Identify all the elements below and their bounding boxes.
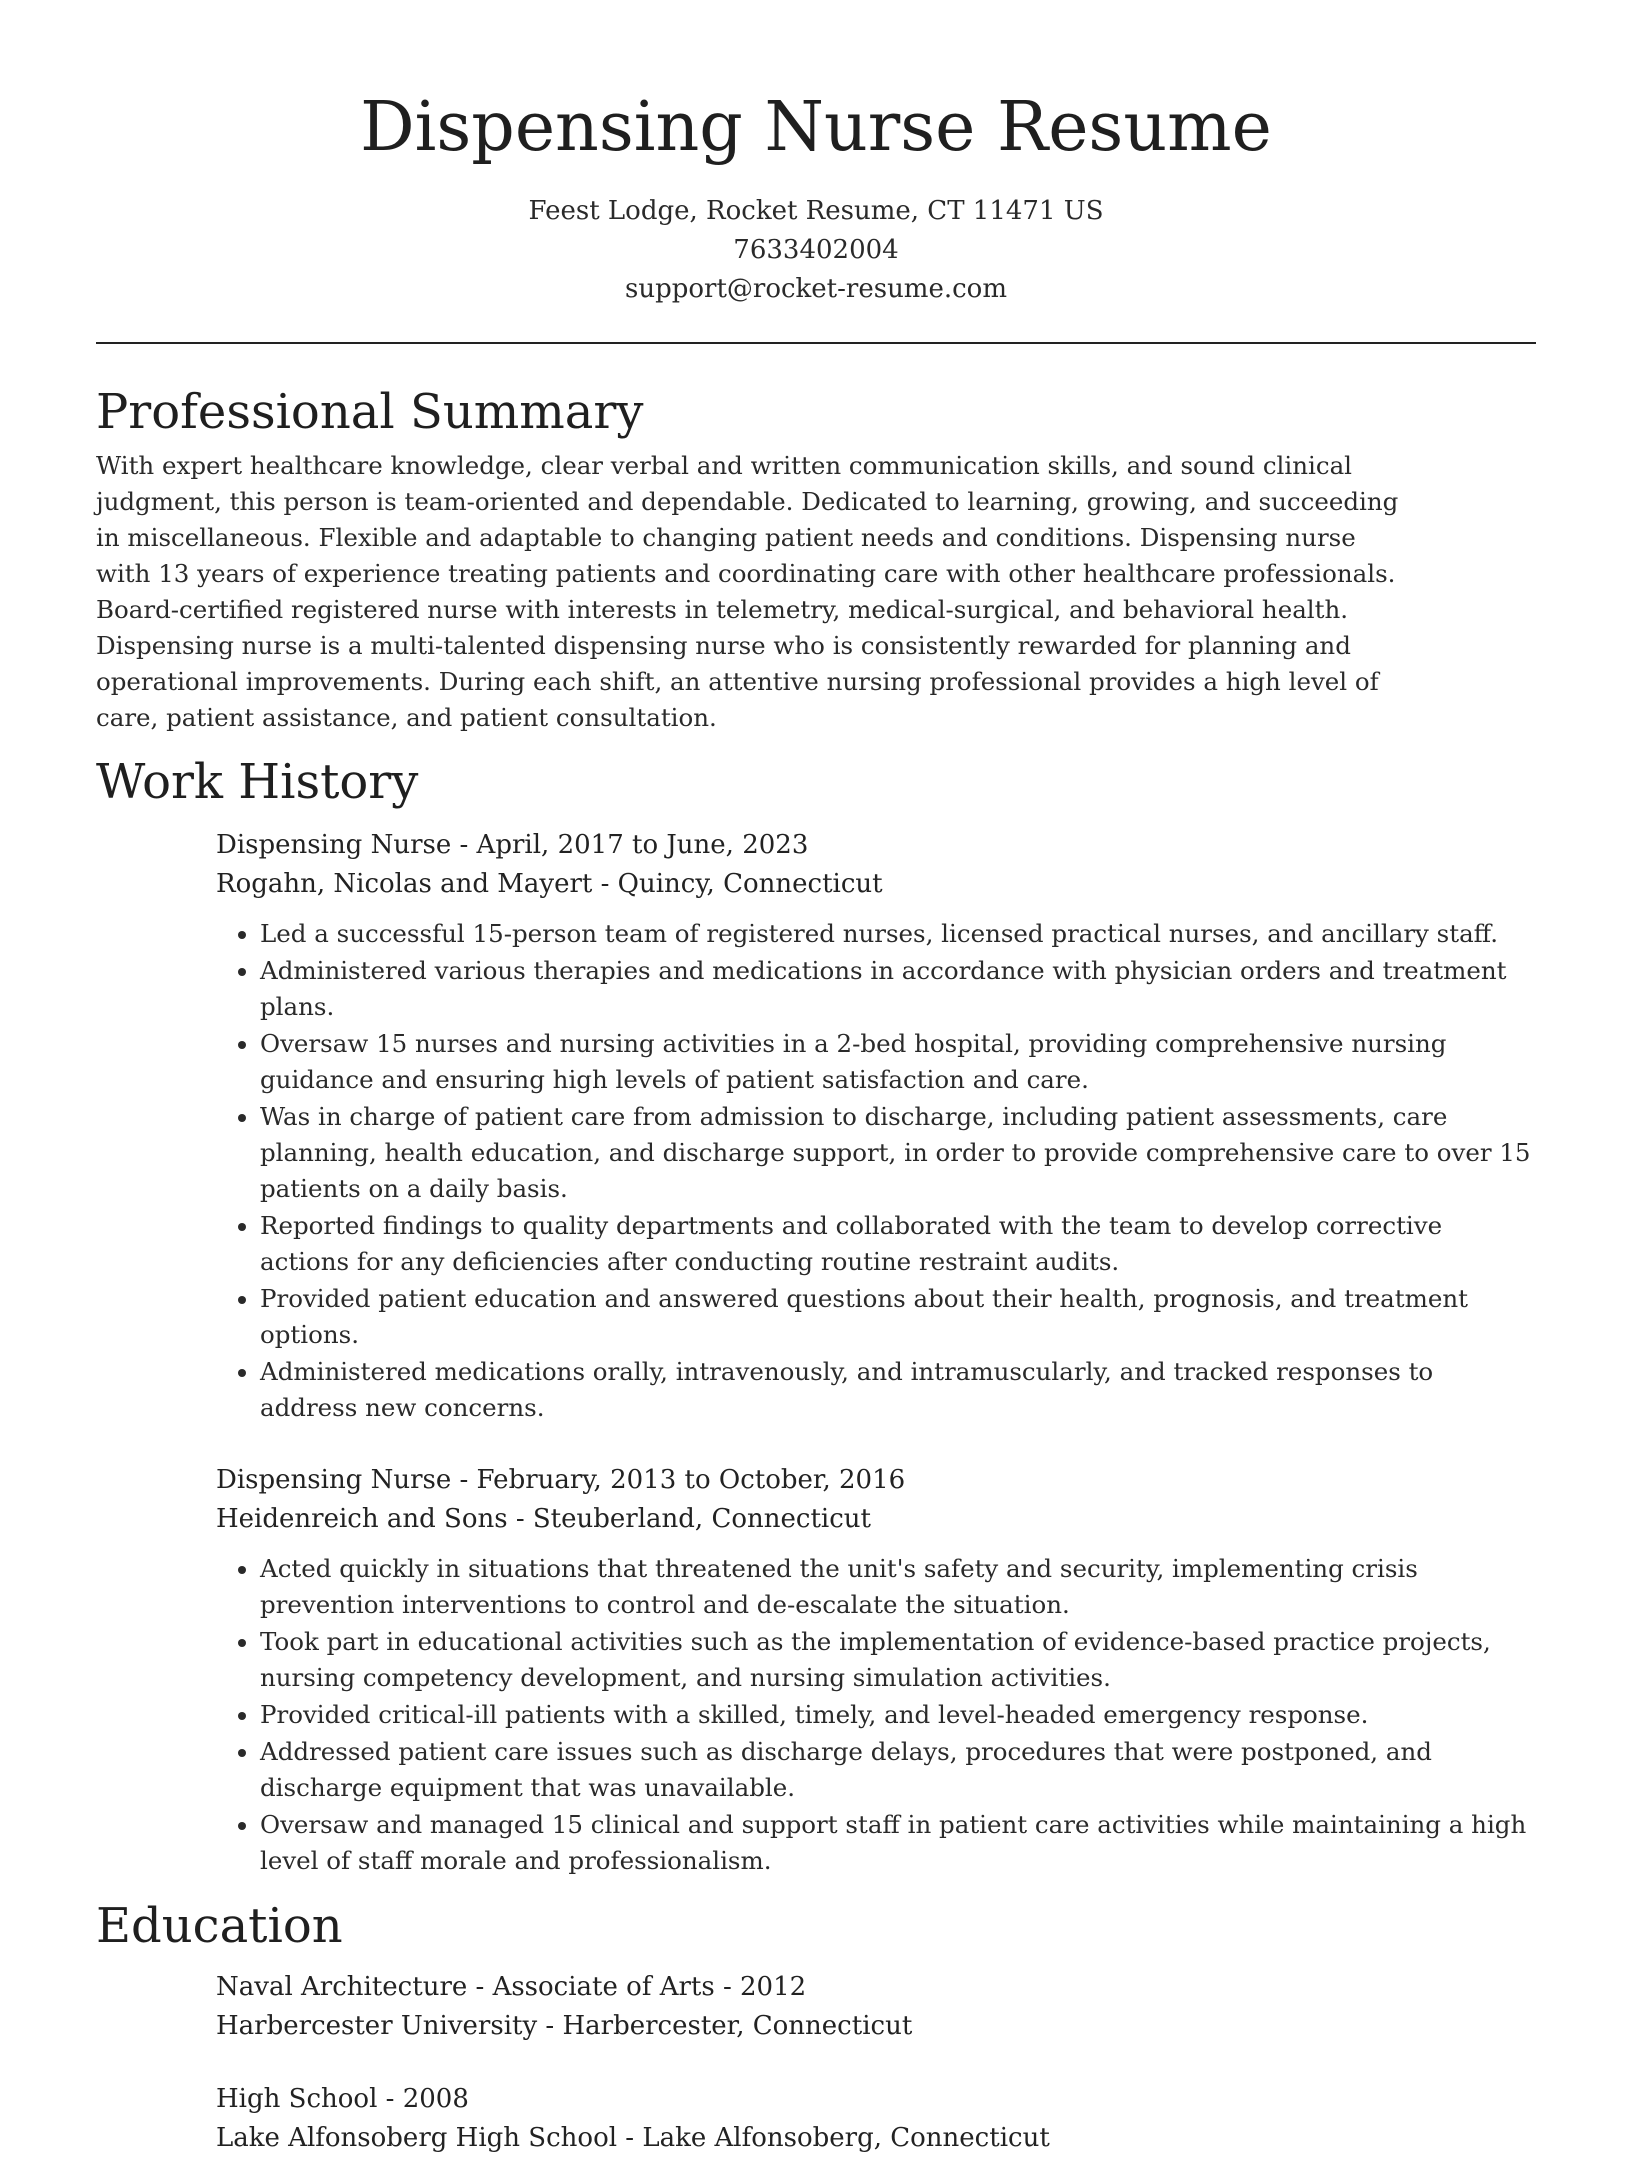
summary-heading: Professional Summary [96, 384, 644, 440]
job-bullet: • Took part in educational activities such as the implementation of evidence-based practice projects, nursing competency development, and nursing simulation activities. [260, 1624, 1536, 1696]
work-history-heading: Work History [96, 754, 419, 810]
summary-text: With expert healthcare knowledge, clear verbal and written communication skills, and sound clinical judgment, this person is team-oriented and dependable. Dedicated to learning, growing, and succeeding in miscellaneous. Flexible and adaptable to changing patient needs and conditions. Dispensing nurse with 13 years of experience treating patients and coordinating care with other healthcare professionals. Board-certified registered nurse with interests in telemetry, medical-surgical, and behavioral health. Dispensing nurse is a multi-talented dispensing nurse who is consistently rewarded for planning and operational improvements. During each shift, an attentive nursing professional provides a high level of care, patient assistance, and patient consultation. [96, 451, 1399, 732]
email-text: support@rocket-resume.com [624, 274, 1007, 304]
job-bullet-list [216, 916, 1536, 1426]
education-school-line: Harbercester University - Harbercester, Connecticut [216, 2011, 913, 2041]
job-employer-line: Heidenreich and Sons - Steuberland, Connecticut [216, 1504, 871, 1534]
job-bullet: • Acted quickly in situations that threatened the unit's safety and security, implementing crisis prevention interventions to control and de-escalate the situation. [260, 1551, 1536, 1623]
job-employer-line: Rogahn, Nicolas and Mayert - Quincy, Connecticut [216, 869, 883, 899]
summary-section [96, 380, 1536, 736]
contact-block [0, 192, 1632, 309]
phone-text: 7633402004 [733, 235, 899, 265]
job-bullet: • Administered medications orally, intravenously, and intramuscularly, and tracked responses to address new concerns. [260, 1354, 1536, 1426]
resume-title: Dispensing Nurse Resume [360, 88, 1272, 167]
job-bullet: • Was in charge of patient care from admission to discharge, including patient assessments, care planning, health education, and discharge support, in order to provide comprehensive care to over 15 patients on a daily basis. [260, 1099, 1536, 1207]
education-entry [216, 1968, 1536, 2046]
job-bullet: • Led a successful 15-person team of registered nurses, licensed practical nurses, and ancillary staff. [260, 916, 1536, 952]
job-bullet: • Oversaw 15 nurses and nursing activities in a 2-bed hospital, providing comprehensive nursing guidance and ensuring high levels of patient satisfaction and care. [260, 1026, 1536, 1098]
address-text: Feest Lodge, Rocket Resume, CT 11471 US [528, 196, 1104, 226]
education-entry [216, 2080, 1536, 2158]
education-heading: Education [96, 1898, 343, 1954]
job-role-line: Dispensing Nurse - April, 2017 to June, 2023 [216, 830, 809, 860]
job-bullet: • Addressed patient care issues such as discharge delays, procedures that were postponed, and discharge equipment that was unavailable. [260, 1734, 1536, 1806]
work-history-section [96, 750, 1536, 1879]
job-bullet-list [216, 1551, 1536, 1879]
resume-header [0, 0, 1632, 309]
job-bullet: • Administered various therapies and medications in accordance with physician orders and treatment plans. [260, 953, 1536, 1025]
job-entry [216, 1461, 1536, 1879]
job-bullet: • Reported findings to quality departments and collaborated with the team to develop corrective actions for any deficiencies after conducting routine restraint audits. [260, 1208, 1536, 1280]
education-school-line: Lake Alfonsoberg High School - Lake Alfonsoberg, Connecticut [216, 2123, 1050, 2153]
education-degree-line: Naval Architecture - Associate of Arts - 2012 [216, 1972, 807, 2002]
resume-body [96, 380, 1536, 2158]
header-divider [96, 342, 1536, 344]
job-bullet: • Oversaw and managed 15 clinical and support staff in patient care activities while maintaining a high level of staff morale and professionalism. [260, 1807, 1536, 1879]
job-role-line: Dispensing Nurse - February, 2013 to October, 2016 [216, 1465, 906, 1495]
education-section [96, 1894, 1536, 2158]
job-bullet: • Provided patient education and answered questions about their health, prognosis, and treatment options. [260, 1281, 1536, 1353]
job-entry [216, 826, 1536, 1426]
job-bullet: • Provided critical-ill patients with a skilled, timely, and level-headed emergency response. [260, 1697, 1536, 1733]
education-degree-line: High School - 2008 [216, 2084, 469, 2114]
